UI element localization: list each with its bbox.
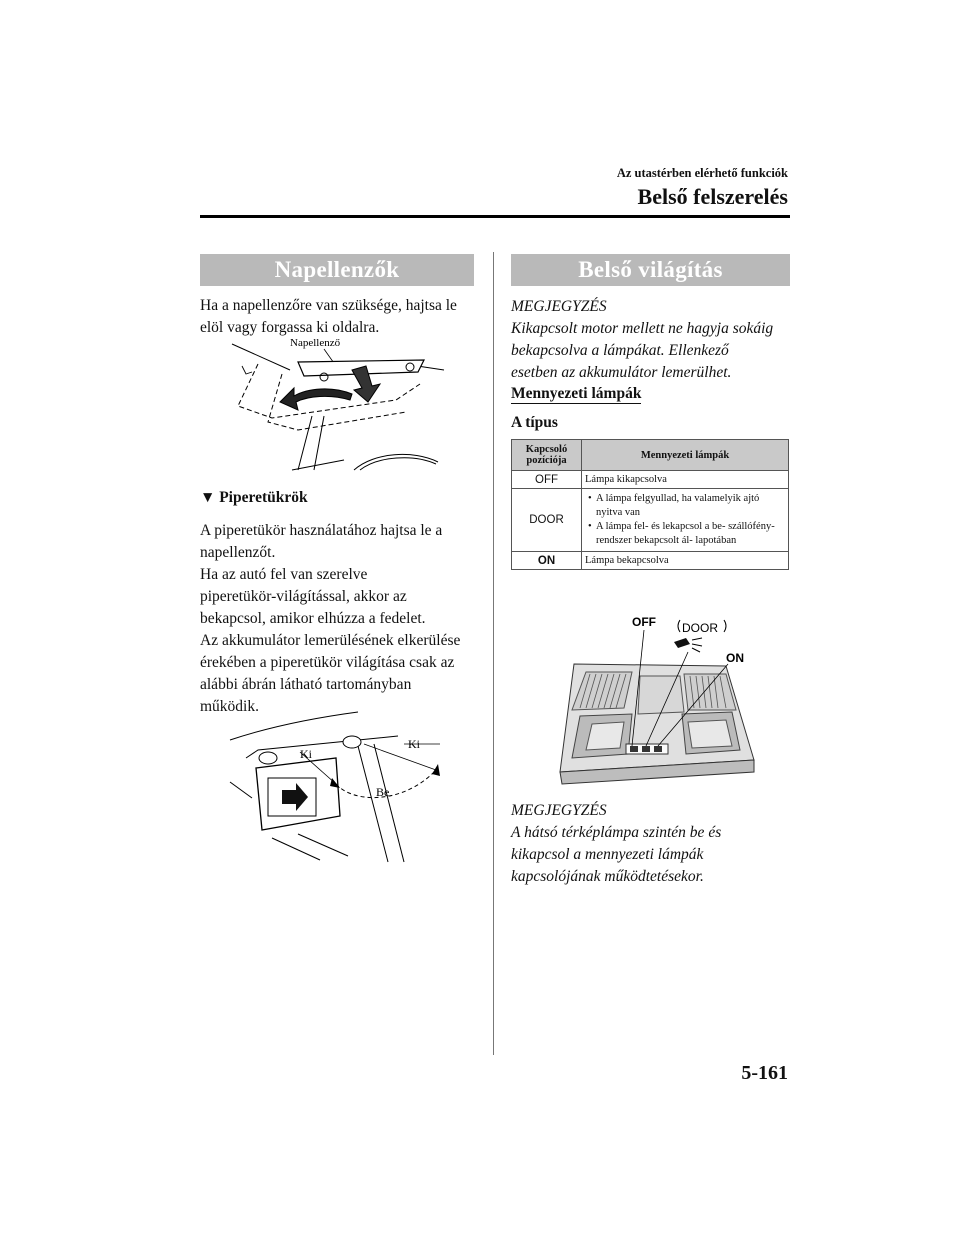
fig3-label-off: OFF xyxy=(632,615,656,629)
para-line: Ha az autó fel van szerelve xyxy=(200,566,368,583)
fig3-label-door: DOOR xyxy=(682,621,718,635)
note-line: A hátsó térképlámpa szintén be és xyxy=(511,824,722,841)
para-line: piperetükör-világítással, akkor az xyxy=(200,588,407,605)
note-2 xyxy=(511,800,796,888)
table-row xyxy=(512,489,789,552)
page-number: 5-161 xyxy=(741,1062,788,1084)
section-title-sun-visors: Napellenzők xyxy=(200,254,474,286)
vanity-mirror-text xyxy=(200,520,485,718)
vanity-mirror-figure xyxy=(228,706,458,864)
pos-on: ON xyxy=(512,552,582,570)
fig2-label-be: Be xyxy=(376,785,390,799)
sun-visor-intro: Ha a napellenzőre van szüksége, hajtsa le elöl vagy forgassa ki oldalra. xyxy=(200,297,457,336)
desc-door xyxy=(582,489,789,552)
para-line: érekében a piperetükör világítása csak az xyxy=(200,654,455,671)
chapter-subtitle: Az utastérben elérhető funkciók xyxy=(616,166,788,180)
para-line: alábbi ábrán látható tartományban xyxy=(200,676,412,693)
col-switch-position: Kapcsoló pozíciója xyxy=(512,440,582,471)
note-line: kikapcsol a mennyezeti lámpák xyxy=(511,846,704,863)
desc-off: Lámpa kikapcsolva xyxy=(582,471,789,489)
fig3-label-on: ON xyxy=(726,651,744,665)
sun-visor-figure xyxy=(228,336,448,476)
section-title-interior-lights: Belső világítás xyxy=(511,254,790,286)
table-row xyxy=(512,471,789,489)
header-rule xyxy=(200,215,790,218)
desc-on: Lámpa bekapcsolva xyxy=(582,552,789,570)
door-bullet: • A lámpa fel- és lekapcsol a be- szállófény-rendszer bekapcsolt ál- lapotában xyxy=(596,520,785,548)
vanity-mirror-title: Piperetükrök xyxy=(219,489,308,506)
chapter-title: Belső felszerelés xyxy=(637,184,788,209)
table-row xyxy=(512,552,789,570)
para-line: A piperetükör használatához hajtsa le a xyxy=(200,522,443,539)
ceiling-lights-heading xyxy=(511,385,641,403)
para-line: működik. xyxy=(200,698,259,715)
para-line: napellenzőt. xyxy=(200,544,276,561)
table-header-row xyxy=(512,440,789,471)
pos-door: DOOR xyxy=(512,489,582,552)
note-line: Kikapcsolt motor mellett ne hagyja sokáig xyxy=(511,320,774,337)
switch-position-table xyxy=(511,439,789,570)
fig2-label-ki-left: Ki xyxy=(300,747,312,761)
type-a-label: A típus xyxy=(511,414,558,431)
triangle-down-icon: ▼ xyxy=(200,489,216,506)
para-line: bekapcsol, amikor elhúzza a fedelet. xyxy=(200,610,426,627)
note-1-heading: MEGJEGYZÉS xyxy=(511,298,607,315)
overhead-console-figure xyxy=(540,612,770,802)
door-bullet: • A lámpa felgyullad, ha valamelyik ajtó nyitva van xyxy=(596,492,785,520)
note-line: bekapcsolva a lámpákat. Ellenkező xyxy=(511,342,729,359)
para-line: Az akkumulátor lemerülésének elkerülése xyxy=(200,632,461,649)
column-divider xyxy=(493,252,494,1055)
note-1 xyxy=(511,296,796,384)
note-line: esetben az akkumulátor lemerülhet. xyxy=(511,364,732,381)
ceiling-lights-heading-text: Mennyezeti lámpák xyxy=(511,385,642,402)
fig2-label-ki-right: Ki xyxy=(408,737,420,751)
fig1-label: Napellenző xyxy=(290,337,341,349)
col-ceiling-lights: Mennyezeti lámpák xyxy=(582,440,789,471)
subsection-vanity-mirrors xyxy=(200,489,308,507)
note-2-heading: MEGJEGYZÉS xyxy=(511,802,607,819)
pos-off: OFF xyxy=(512,471,582,489)
note-line: kapcsolójának működtetésekor. xyxy=(511,868,704,885)
